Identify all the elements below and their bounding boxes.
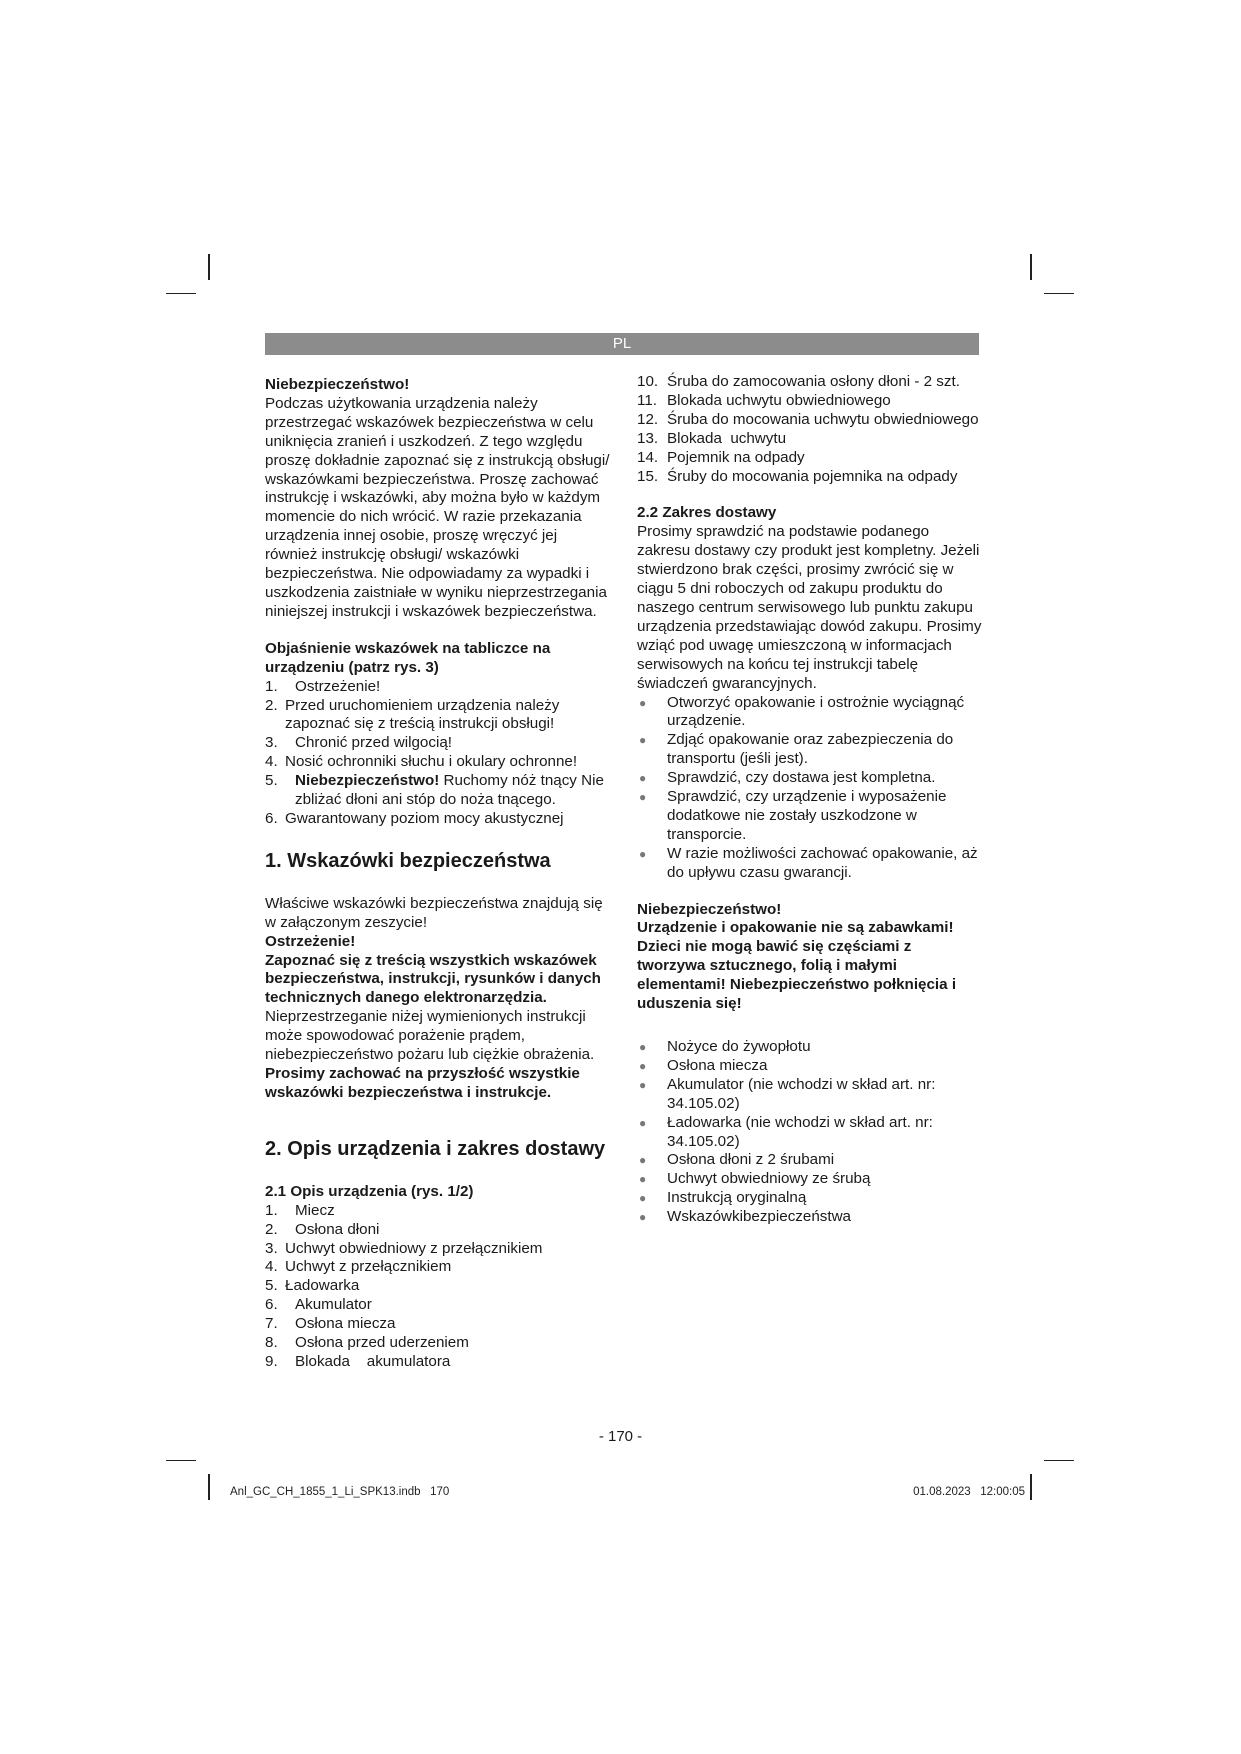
list-item: 8. Osłona przed uderzeniem [265,1334,469,1352]
bullet-icon: ● [639,1210,647,1225]
list-item: ● Otworzyć opakowanie i ostrożnie wyciągnąć urządzenie. [639,693,965,730]
list-item: 2. Osłona dłoni [265,1220,380,1238]
danger-text: Urządzenie i opakowanie nie są zabawkami! Dzieci nie mogą bawić się częściami z tworzywa sztucznego, folią i małymi elementami! Niebezpieczeństwo połknięcia i uduszenia się! [637,919,957,1013]
subsection-heading: 2.2 Zakres dostawy [637,504,777,522]
bullet-icon: ● [639,1153,647,1168]
section-heading: 2. Opis urządzenia i zakres dostawy [265,1137,606,1160]
language-header-bar [265,333,979,355]
crop-mark [166,293,196,294]
signs-list [265,678,610,829]
crop-mark [208,1474,210,1500]
subsection-heading: 2.1 Opis urządzenia (rys. 1/2) [265,1182,474,1200]
list-item: 6. Akumulator [265,1296,372,1314]
danger-text: Podczas użytkowania urządzenia należy przestrzegać wskazówek bezpieczeństwa w celu uniknięcia zranień i uszkodzeń. Z tego względu proszę dokładnie zapoznać się z instrukcją obsługi/ wskazówkami bezpieczeństwa. Proszę zachować instrukcję i wskazówki, aby można było w każdym momencie do nich wrócić. W razie przekazania urządzenia innej osobie, proszę wręczyć jej również instrukcję obsługi/ wskazówki bezpieczeństwa. Nie odpowiadamy za wypadki i uszkodzenia zaistniałe w wyniku nieprzestrzegania niniejszej instrukcji i wskazówek bezpieczeństwa. [265,394,610,620]
list-item: ● Wskazówkibezpieczeństwa [639,1208,852,1226]
bullet-icon: ● [639,771,647,786]
crop-mark [1030,254,1032,280]
paragraph: Zapoznać się z treścią wszystkich wskazówek bezpieczeństwa, instrukcji, rysunków i danych technicznych danego elektronarzędzia. Nieprzestrzeganie niżej wymienionych instrukcji może spowodować porażenie prądem, niebezpieczeństwo pożaru lub ciężkie obrażenia. [265,951,601,1064]
danger-heading: Niebezpieczeństwo! [265,376,410,393]
list-item: 6. Gwarantowany poziom mocy akustycznej [265,809,564,827]
list-item: 1. Ostrzeżenie! [265,677,381,695]
section-heading: 1. Wskazówki bezpieczeństwa [265,849,551,872]
parts-list-continued [637,373,982,486]
list-item: 11. Blokada uchwytu obwiedniowego [637,391,891,409]
list-item: ● Sprawdzić, czy urządzenie i wyposażenie dodatkowe nie zostały uszkodzone w transporcie. [639,788,947,843]
list-item: 12. Śruba do mocowania uchwytu obwiedniowego [637,410,979,428]
list-item: ● Zdjąć opakowanie oraz zabezpieczenia do transportu (jeśli jest). [639,731,954,768]
paragraph: Właściwe wskazówki bezpieczeństwa znajdują się w załączonym zeszycie! [265,894,603,931]
footer-filename: Anl_GC_CH_1855_1_Li_SPK13.indb 170 [230,1486,450,1498]
bullet-icon: ● [639,1172,647,1187]
left-column [265,376,610,1372]
list-item: 10. Śruba do zamocowania osłony dłoni - 2 szt. [637,373,960,390]
list-item: ● Sprawdzić, czy dostawa jest kompletna. [639,769,936,787]
bullet-icon: ● [639,1058,647,1073]
bullet-icon: ● [639,1040,647,1054]
list-item: ● Akumulator (nie wchodzi w skład art. nr: 34.105.02) [639,1075,936,1112]
list-item: ● W razie możliwości zachować opakowanie, aż do upływu czasu gwarancji. [639,844,978,881]
crop-mark [1030,1474,1032,1500]
bullet-icon: ● [639,790,647,805]
bullet-icon: ● [639,733,647,748]
list-item: 4. Nosić ochronniki słuchu i okulary ochronne! [265,753,578,771]
list-item: 5. Ładowarka [265,1277,360,1295]
list-item: ● Osłona miecza [639,1056,768,1074]
list-item: 4. Uchwyt z przełącznikiem [265,1258,452,1276]
list-item: 13. Blokada uchwytu [637,429,787,447]
paragraph: Prosimy sprawdzić na podstawie podanego zakresu dostawy czy produkt jest kompletny. Jeżeli stwierdzono brak części, prosimy zwrócić się w ciągu 5 dni roboczych od zakupu produktu do naszego centrum serwisowego lub punktu zakupu urządzenia przedstawiając dowód zakupu. Prosimy wziąć pod uwagę umieszczoną w informacjach serwisowych na końcu tej instrukcji tabelę świadczeń gwarancyjnych. [637,523,982,692]
paragraph: Prosimy zachować na przyszłość wszystkie wskazówki bezpieczeństwa i instrukcje. [265,1065,580,1101]
danger-heading: Niebezpieczeństwo! [637,900,782,918]
list-item: 1. Miecz [265,1201,335,1219]
warning-label: Ostrzeżenie! [265,932,356,950]
list-item: 3. Chronić przed wilgocią! [265,734,453,752]
list-item: ● Uchwyt obwiedniowy ze śrubą [639,1170,871,1188]
bullet-icon: ● [639,695,647,710]
parts-list [265,1202,610,1372]
page-number: - 170 - [598,1428,643,1445]
bullet-icon: ● [639,846,647,861]
bullet-icon: ● [639,1077,647,1092]
list-item: ● Ładowarka (nie wchodzi w skład art. nr: 34.105.02) [639,1113,933,1150]
crop-mark [208,254,210,280]
list-item: ● Instrukcją oryginalną [639,1189,807,1207]
crop-mark [1044,1460,1074,1461]
crop-mark [1044,293,1074,294]
list-item: ● Nożyce do żywopłotu [639,1038,811,1055]
list-item: 15. Śruby do mocowania pojemnika na odpady [637,467,958,485]
right-column [637,373,982,1227]
signs-heading: Objaśnienie wskazówek na tabliczce na urządzeniu (patrz rys. 3) [265,639,551,676]
scope-of-delivery-list [637,1038,982,1227]
crop-mark [166,1460,196,1461]
list-item: ● Osłona dłoni z 2 śrubami [639,1151,835,1169]
bullet-icon: ● [639,1191,647,1206]
list-item: 2. Przed uruchomieniem urządzenia należy zapoznać się z treścią instrukcji obsługi! [265,696,560,733]
bullet-icon: ● [639,1115,647,1130]
language-label: PL [612,335,632,352]
list-item: 14. Pojemnik na odpady [637,448,805,466]
list-item: 5. Niebezpieczeństwo! Ruchomy nóż tnący Nie zbliżać dłoni ani stóp do noża tnącego. [265,772,604,809]
list-item: 7. Osłona miecza [265,1315,396,1333]
list-item: 9. Blokada akumulatora [265,1352,451,1370]
unpacking-steps [637,694,982,883]
footer-datetime: 01.08.2023 12:00:05 [913,1486,1025,1498]
list-item: 3. Uchwyt obwiedniowy z przełącznikiem [265,1239,543,1257]
